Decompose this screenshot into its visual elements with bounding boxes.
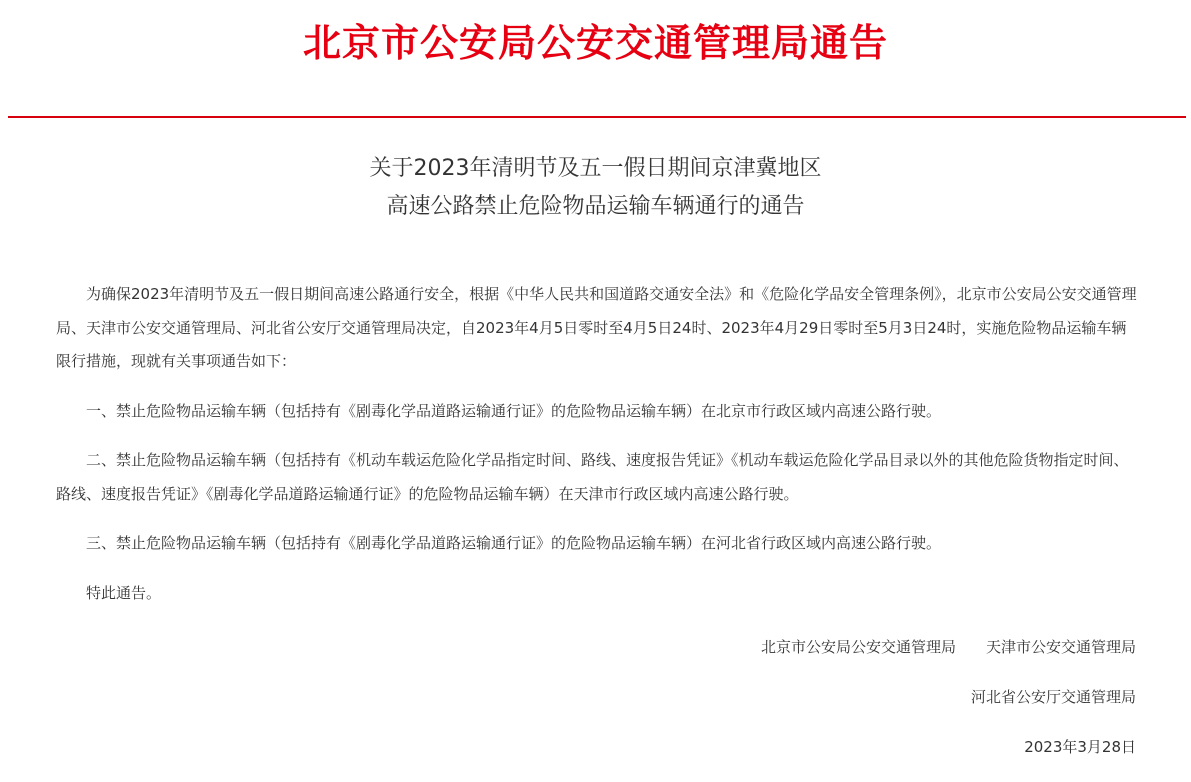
issue-date-row: [436, 732, 1136, 782]
masthead-title: 北京市公安局公安交通管理局通告: [302, 21, 888, 65]
page-header: [0, 0, 1191, 120]
issuer-beijing: 北京市公安局公安交通管理局: [760, 638, 956, 656]
issue-date: 2023年3月28日: [1024, 738, 1136, 756]
red-divider: [8, 116, 1186, 118]
issuer-row-1: [436, 632, 1136, 682]
signature-block: [436, 632, 1136, 782]
paragraph-item-3: 三、禁止危险物品运输车辆（包括持有《剧毒化学品道路运输通行证》的危险物品运输车辆）在河北省行政区域内高速公路行驶。: [86, 534, 942, 552]
notice-body: [56, 278, 1138, 610]
notice-title-line1: 关于2023年清明节及五一假日期间京津冀地区: [369, 156, 822, 181]
notice-title-line2: 高速公路禁止危险物品运输车辆通行的通告: [386, 194, 805, 219]
issuer-tianjin: 天津市公安交通管理局: [985, 638, 1136, 656]
notice-title: [0, 150, 1191, 226]
paragraph-item-1: 一、禁止危险物品运输车辆（包括持有《剧毒化学品道路运输通行证》的危险物品运输车辆）在北京市行政区域内高速公路行驶。: [86, 401, 942, 420]
paragraph-intro: 为确保2023年清明节及五一假日期间高速公路通行安全，根据《中华人民共和国道路交通安全法》和《危险化学品安全管理条例》，北京市公安局公安交通管理局、天津市公安交通管理局、河北省公安厅交通管理局决定，自2023年4月5日零时至4月5日24时、2023年4月29日零时至5月3日24时，实施危险物品运输车辆限行措施，现就有关事项通告如下：: [56, 285, 1137, 370]
closing-statement: 特此通告。: [86, 583, 162, 602]
issuer-row-2: [436, 682, 1136, 732]
paragraph-item-2: 二、禁止危险物品运输车辆（包括持有《机动车载运危险化学品指定时间、路线、速度报告凭证》《机动车载运危险化学品目录以外的其他危险货物指定时间、路线、速度报告凭证》《剧毒化学品道路运输通行证》的危险物品运输车辆）在天津市行政区域内高速公路行驶。: [56, 451, 1129, 503]
issuer-hebei: 河北省公安厅交通管理局: [970, 688, 1136, 706]
